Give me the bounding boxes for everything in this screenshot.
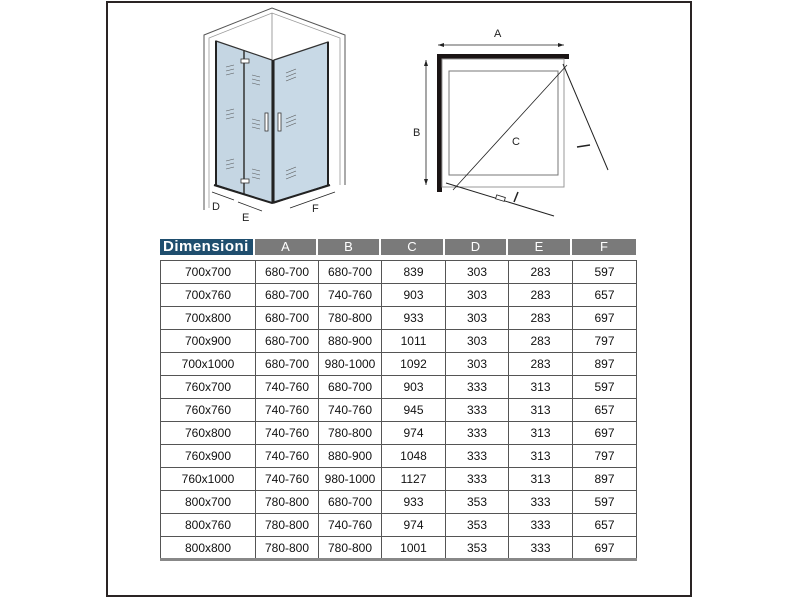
table-title: Dimensioni (160, 239, 255, 255)
dimension-cell: 333 (509, 491, 573, 514)
dimension-cell: 880-900 (319, 330, 382, 353)
size-cell: 700x800 (161, 307, 256, 330)
dimension-cell: 333 (446, 376, 509, 399)
dimension-cell: 680-700 (256, 330, 319, 353)
dimension-cell: 353 (446, 537, 509, 560)
dimension-cell: 697 (573, 422, 637, 445)
dimension-cell: 680-700 (319, 376, 382, 399)
dimension-cell: 283 (509, 353, 573, 376)
dimension-cell: 680-700 (319, 491, 382, 514)
dimension-cell: 657 (573, 399, 637, 422)
dimension-cell: 697 (573, 537, 637, 560)
dimension-cell: 780-800 (256, 491, 319, 514)
dimension-cell: 740-760 (319, 399, 382, 422)
shower-enclosure-isometric-illustration (190, 5, 360, 225)
dimension-cell: 353 (446, 514, 509, 537)
dimension-cell: 740-760 (256, 422, 319, 445)
dimension-cell: 1127 (382, 468, 446, 491)
table-row (161, 261, 637, 284)
label-d: D (212, 201, 220, 213)
dimension-cell: 313 (509, 468, 573, 491)
dimension-cell: 1048 (382, 445, 446, 468)
dimension-cell: 903 (382, 376, 446, 399)
dimension-cell: 740-760 (256, 445, 319, 468)
dimension-cell: 797 (573, 445, 637, 468)
table-row (161, 491, 637, 514)
dimension-cell: 353 (446, 491, 509, 514)
dimension-cell: 313 (509, 445, 573, 468)
label-e: E (242, 212, 250, 224)
dimension-cell: 740-760 (256, 468, 319, 491)
dimension-cell: 680-700 (256, 307, 319, 330)
dimension-cell: 303 (446, 330, 509, 353)
dimension-cell: 903 (382, 284, 446, 307)
label-c: C (512, 136, 520, 148)
table-row (161, 353, 637, 376)
dimension-cell: 597 (573, 261, 637, 284)
table-row (161, 537, 637, 560)
dimension-cell: 333 (509, 514, 573, 537)
dimension-cell: 933 (382, 491, 446, 514)
dimension-cell: 780-800 (256, 514, 319, 537)
label-a: A (494, 28, 502, 40)
dimension-cell: 797 (573, 330, 637, 353)
size-cell: 760x700 (161, 376, 256, 399)
dimension-cell: 680-700 (256, 284, 319, 307)
dimension-cell: 333 (446, 422, 509, 445)
dimension-cell: 333 (446, 468, 509, 491)
dimension-cell: 283 (509, 261, 573, 284)
table-row (161, 468, 637, 491)
dimension-cell: 780-800 (319, 307, 382, 330)
dimension-cell: 780-800 (319, 537, 382, 560)
dimension-cell: 1092 (382, 353, 446, 376)
dimension-cell: 680-700 (256, 353, 319, 376)
dimension-cell: 303 (446, 307, 509, 330)
dimension-cell: 283 (509, 330, 573, 353)
dimension-cell: 597 (573, 376, 637, 399)
dimension-cell: 303 (446, 353, 509, 376)
table-row (161, 422, 637, 445)
dimension-cell: 897 (573, 468, 637, 491)
size-cell: 800x760 (161, 514, 256, 537)
size-cell: 700x900 (161, 330, 256, 353)
dimension-cell: 1001 (382, 537, 446, 560)
dimension-cell: 657 (573, 284, 637, 307)
table-row (161, 445, 637, 468)
label-f: F (312, 203, 319, 215)
column-header-d: D (445, 239, 508, 255)
dimension-cell: 333 (446, 445, 509, 468)
dimension-cell: 313 (509, 399, 573, 422)
size-cell: 760x760 (161, 399, 256, 422)
dimension-cell: 780-800 (256, 537, 319, 560)
dimension-cell: 897 (573, 353, 637, 376)
dimension-cell: 313 (509, 376, 573, 399)
dimension-cell: 657 (573, 514, 637, 537)
size-cell: 760x800 (161, 422, 256, 445)
dimensions-table-header (160, 239, 636, 255)
dimension-cell: 933 (382, 307, 446, 330)
size-cell: 700x1000 (161, 353, 256, 376)
dimension-cell: 974 (382, 514, 446, 537)
table-row (161, 307, 637, 330)
column-header-a: A (255, 239, 318, 255)
dimension-cell: 597 (573, 491, 637, 514)
table-row (161, 514, 637, 537)
size-cell: 700x760 (161, 284, 256, 307)
dimension-cell: 839 (382, 261, 446, 284)
dimension-cell: 740-760 (319, 284, 382, 307)
dimension-cell: 313 (509, 422, 573, 445)
table-row (161, 376, 637, 399)
dimension-cell: 945 (382, 399, 446, 422)
dimension-cell: 303 (446, 284, 509, 307)
size-cell: 760x1000 (161, 468, 256, 491)
dimension-cell: 680-700 (256, 261, 319, 284)
dimensions-table (160, 260, 637, 561)
dimension-cell: 740-760 (256, 399, 319, 422)
shower-plan-view-diagram (410, 20, 620, 230)
size-cell: 800x700 (161, 491, 256, 514)
dimension-cell: 780-800 (319, 422, 382, 445)
dimension-cell: 740-760 (256, 376, 319, 399)
column-header-b: B (318, 239, 381, 255)
label-b: B (413, 127, 421, 139)
dimension-cell: 283 (509, 284, 573, 307)
size-cell: 760x900 (161, 445, 256, 468)
column-header-c: C (381, 239, 445, 255)
dimension-cell: 680-700 (319, 261, 382, 284)
dimension-cell: 333 (509, 537, 573, 560)
dimension-cell: 333 (446, 399, 509, 422)
dimension-cell: 974 (382, 422, 446, 445)
dimension-cell: 880-900 (319, 445, 382, 468)
size-cell: 800x800 (161, 537, 256, 560)
dimension-cell: 980-1000 (319, 353, 382, 376)
dimension-cell: 283 (509, 307, 573, 330)
dimension-cell: 697 (573, 307, 637, 330)
dimension-cell: 1011 (382, 330, 446, 353)
dimension-cell: 303 (446, 261, 509, 284)
column-header-e: E (508, 239, 572, 255)
table-row (161, 284, 637, 307)
dimension-cell: 980-1000 (319, 468, 382, 491)
size-cell: 700x700 (161, 261, 256, 284)
table-row (161, 399, 637, 422)
table-row (161, 330, 637, 353)
dimension-cell: 740-760 (319, 514, 382, 537)
column-header-f: F (572, 239, 636, 255)
